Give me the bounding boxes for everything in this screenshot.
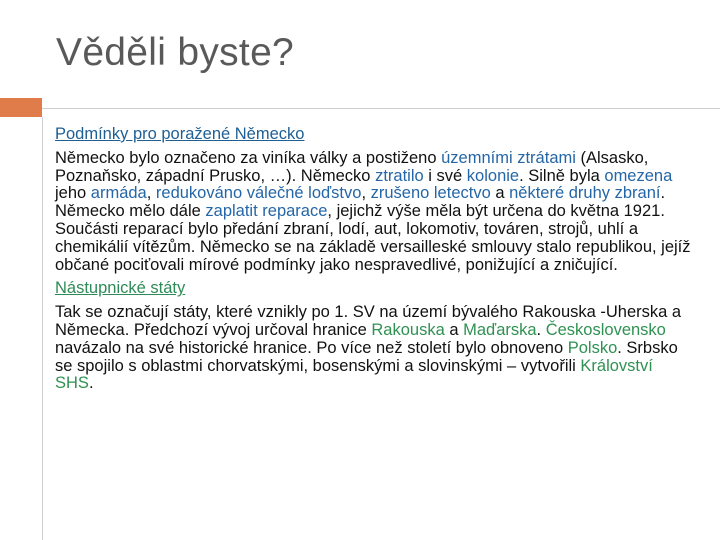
title-divider xyxy=(42,108,720,109)
text-run: , jejichž výše měla být určena do května 1921. Součásti reparací bylo předání zbraní, lodí, aut, lokomotiv, továren, strojů, uhlí a chemikálií vítězům. Německo se na základě versailleské smlouvy stalo republikou, jejíž občané pociťovali mírové podmínky jako nespravedlivé, ponižující a zničující. xyxy=(55,202,691,274)
term-kolonie: kolonie xyxy=(466,166,520,185)
text-run: . xyxy=(88,374,94,393)
term-armada: armáda xyxy=(90,184,147,203)
text-run: (Alsasko, Poznaňsko, západní Prusko, …). Německo xyxy=(55,148,649,185)
term-ceskoslovensko: Československo xyxy=(545,320,666,339)
link-peace-terms[interactable]: Podmínky pro poražené Německo xyxy=(55,125,305,143)
term-ztratilo: ztratilo xyxy=(375,166,424,185)
term-uzemni-ztraty: územními ztrátami xyxy=(441,148,576,167)
text-run: . Silně byla xyxy=(519,166,605,185)
text-run: a xyxy=(444,320,464,339)
term-lodstvo: redukováno válečné loďstvo xyxy=(155,184,362,203)
term-omezena: omezena xyxy=(604,166,673,185)
paragraph-successor-states xyxy=(55,304,691,393)
text-run: jeho xyxy=(55,184,91,203)
slide-body xyxy=(55,126,691,399)
text-run: a xyxy=(490,184,510,203)
section-heading-peace-terms xyxy=(55,126,691,144)
term-reparace: zaplatit reparace xyxy=(205,202,328,221)
text-run: . xyxy=(536,320,546,339)
term-zbrane: některé druhy zbraní xyxy=(509,184,661,203)
term-madarsko: Maďarska xyxy=(463,320,537,339)
section-heading-successor-states xyxy=(55,280,691,298)
text-run: , xyxy=(146,184,156,203)
accent-block xyxy=(0,98,42,117)
paragraph-peace-terms xyxy=(55,150,691,275)
text-run: navázalo na své historické hranice. Po více než století bylo obnoveno xyxy=(55,338,568,357)
term-polsko: Polsko xyxy=(567,338,618,357)
slide-title: Věděli byste? xyxy=(56,31,295,74)
text-run: Německo bylo označeno za viníka války a postiženo xyxy=(55,148,442,167)
term-rakousko: Rakouska xyxy=(371,320,445,339)
term-letectvo: zrušeno letectvo xyxy=(370,184,491,203)
term-kralovstvi-shs: Království SHS xyxy=(55,356,653,393)
link-successor-states[interactable]: Nástupnické státy xyxy=(55,279,186,298)
text-run: Tak se označují státy, které vznikly po 1. SV na území bývalého Rakouska -Uherska a Německa. Předchozí vývoj určoval hranice xyxy=(55,303,682,339)
text-run: i své xyxy=(423,166,467,185)
text-run: . Srbsko se spojilo s oblastmi chorvatskými, bosenskými a slovinskými – vytvořili xyxy=(55,338,678,375)
text-run: . Německo mělo dále xyxy=(55,184,666,221)
content-divider xyxy=(42,117,43,540)
text-run: , xyxy=(361,184,371,203)
